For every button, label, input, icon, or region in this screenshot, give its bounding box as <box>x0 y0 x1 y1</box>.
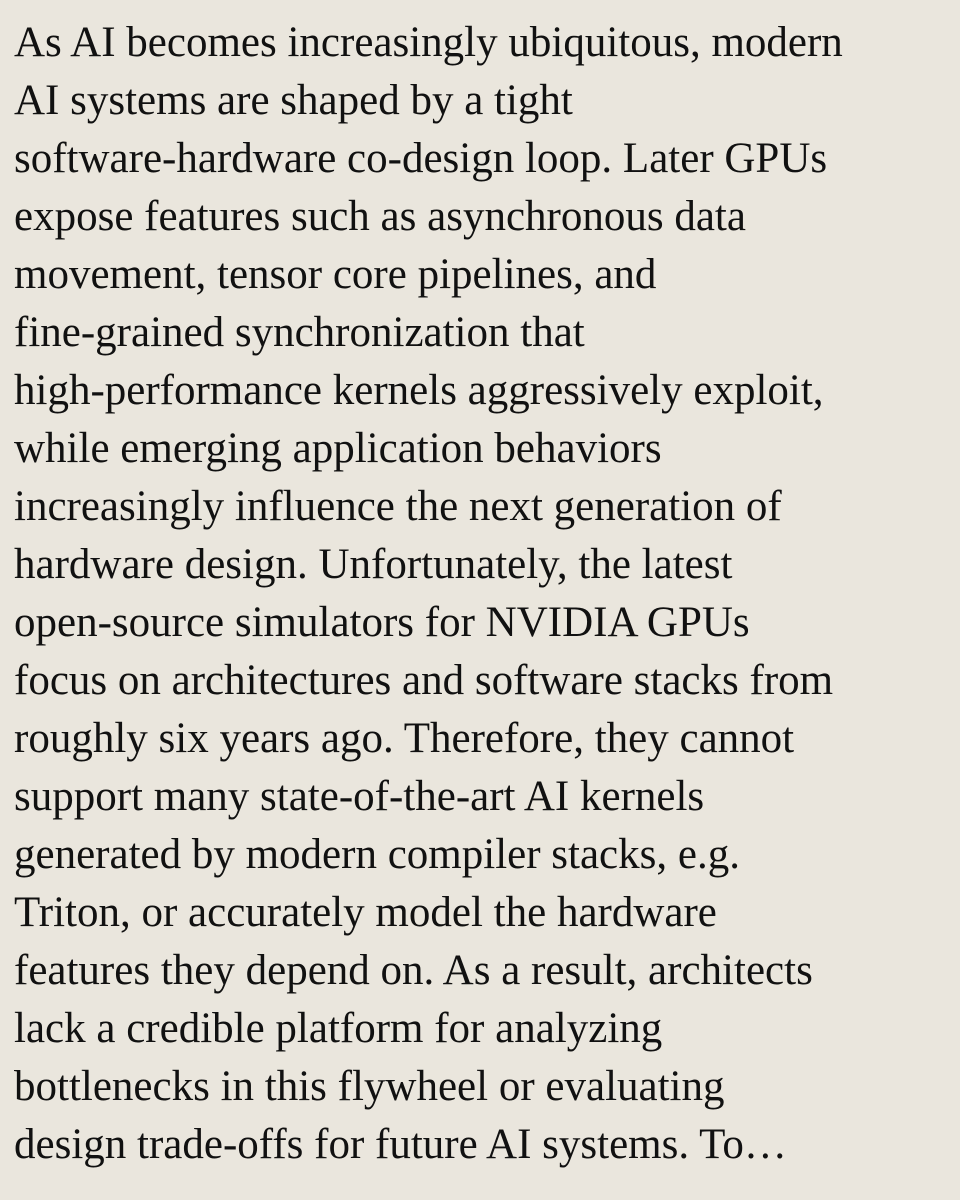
abstract-paragraph <box>14 14 946 1174</box>
text-line: hardware design. Unfortunately, the latest <box>14 541 733 588</box>
text-line: fine-grained synchronization that <box>14 309 585 356</box>
text-line: bottlenecks in this flywheel or evaluating <box>14 1063 725 1110</box>
text-line: roughly six years ago. Therefore, they cannot <box>14 715 795 762</box>
text-line: focus on architectures and software stacks from <box>14 657 834 704</box>
text-line: design trade-offs for future AI systems. To… <box>14 1121 787 1168</box>
text-line: lack a credible platform for analyzing <box>14 1005 663 1052</box>
text-line: open-source simulators for NVIDIA GPUs <box>14 599 750 646</box>
text-line: movement, tensor core pipelines, and <box>14 251 657 298</box>
text-line: expose features such as asynchronous data <box>14 193 746 240</box>
text-line: support many state-of-the-art AI kernels <box>14 773 705 820</box>
text-line: increasingly influence the next generation of <box>14 483 782 530</box>
text-line: features they depend on. As a result, architects <box>14 947 813 994</box>
text-line: Triton, or accurately model the hardware <box>14 889 717 936</box>
text-line: while emerging application behaviors <box>14 425 662 472</box>
text-line: AI systems are shaped by a tight <box>14 77 573 124</box>
text-line: software-hardware co-design loop. Later GPUs <box>14 135 828 182</box>
text-line: As AI becomes increasingly ubiquitous, modern <box>14 19 843 66</box>
text-line: high-performance kernels aggressively exploit, <box>14 367 824 414</box>
text-line: generated by modern compiler stacks, e.g. <box>14 831 740 878</box>
